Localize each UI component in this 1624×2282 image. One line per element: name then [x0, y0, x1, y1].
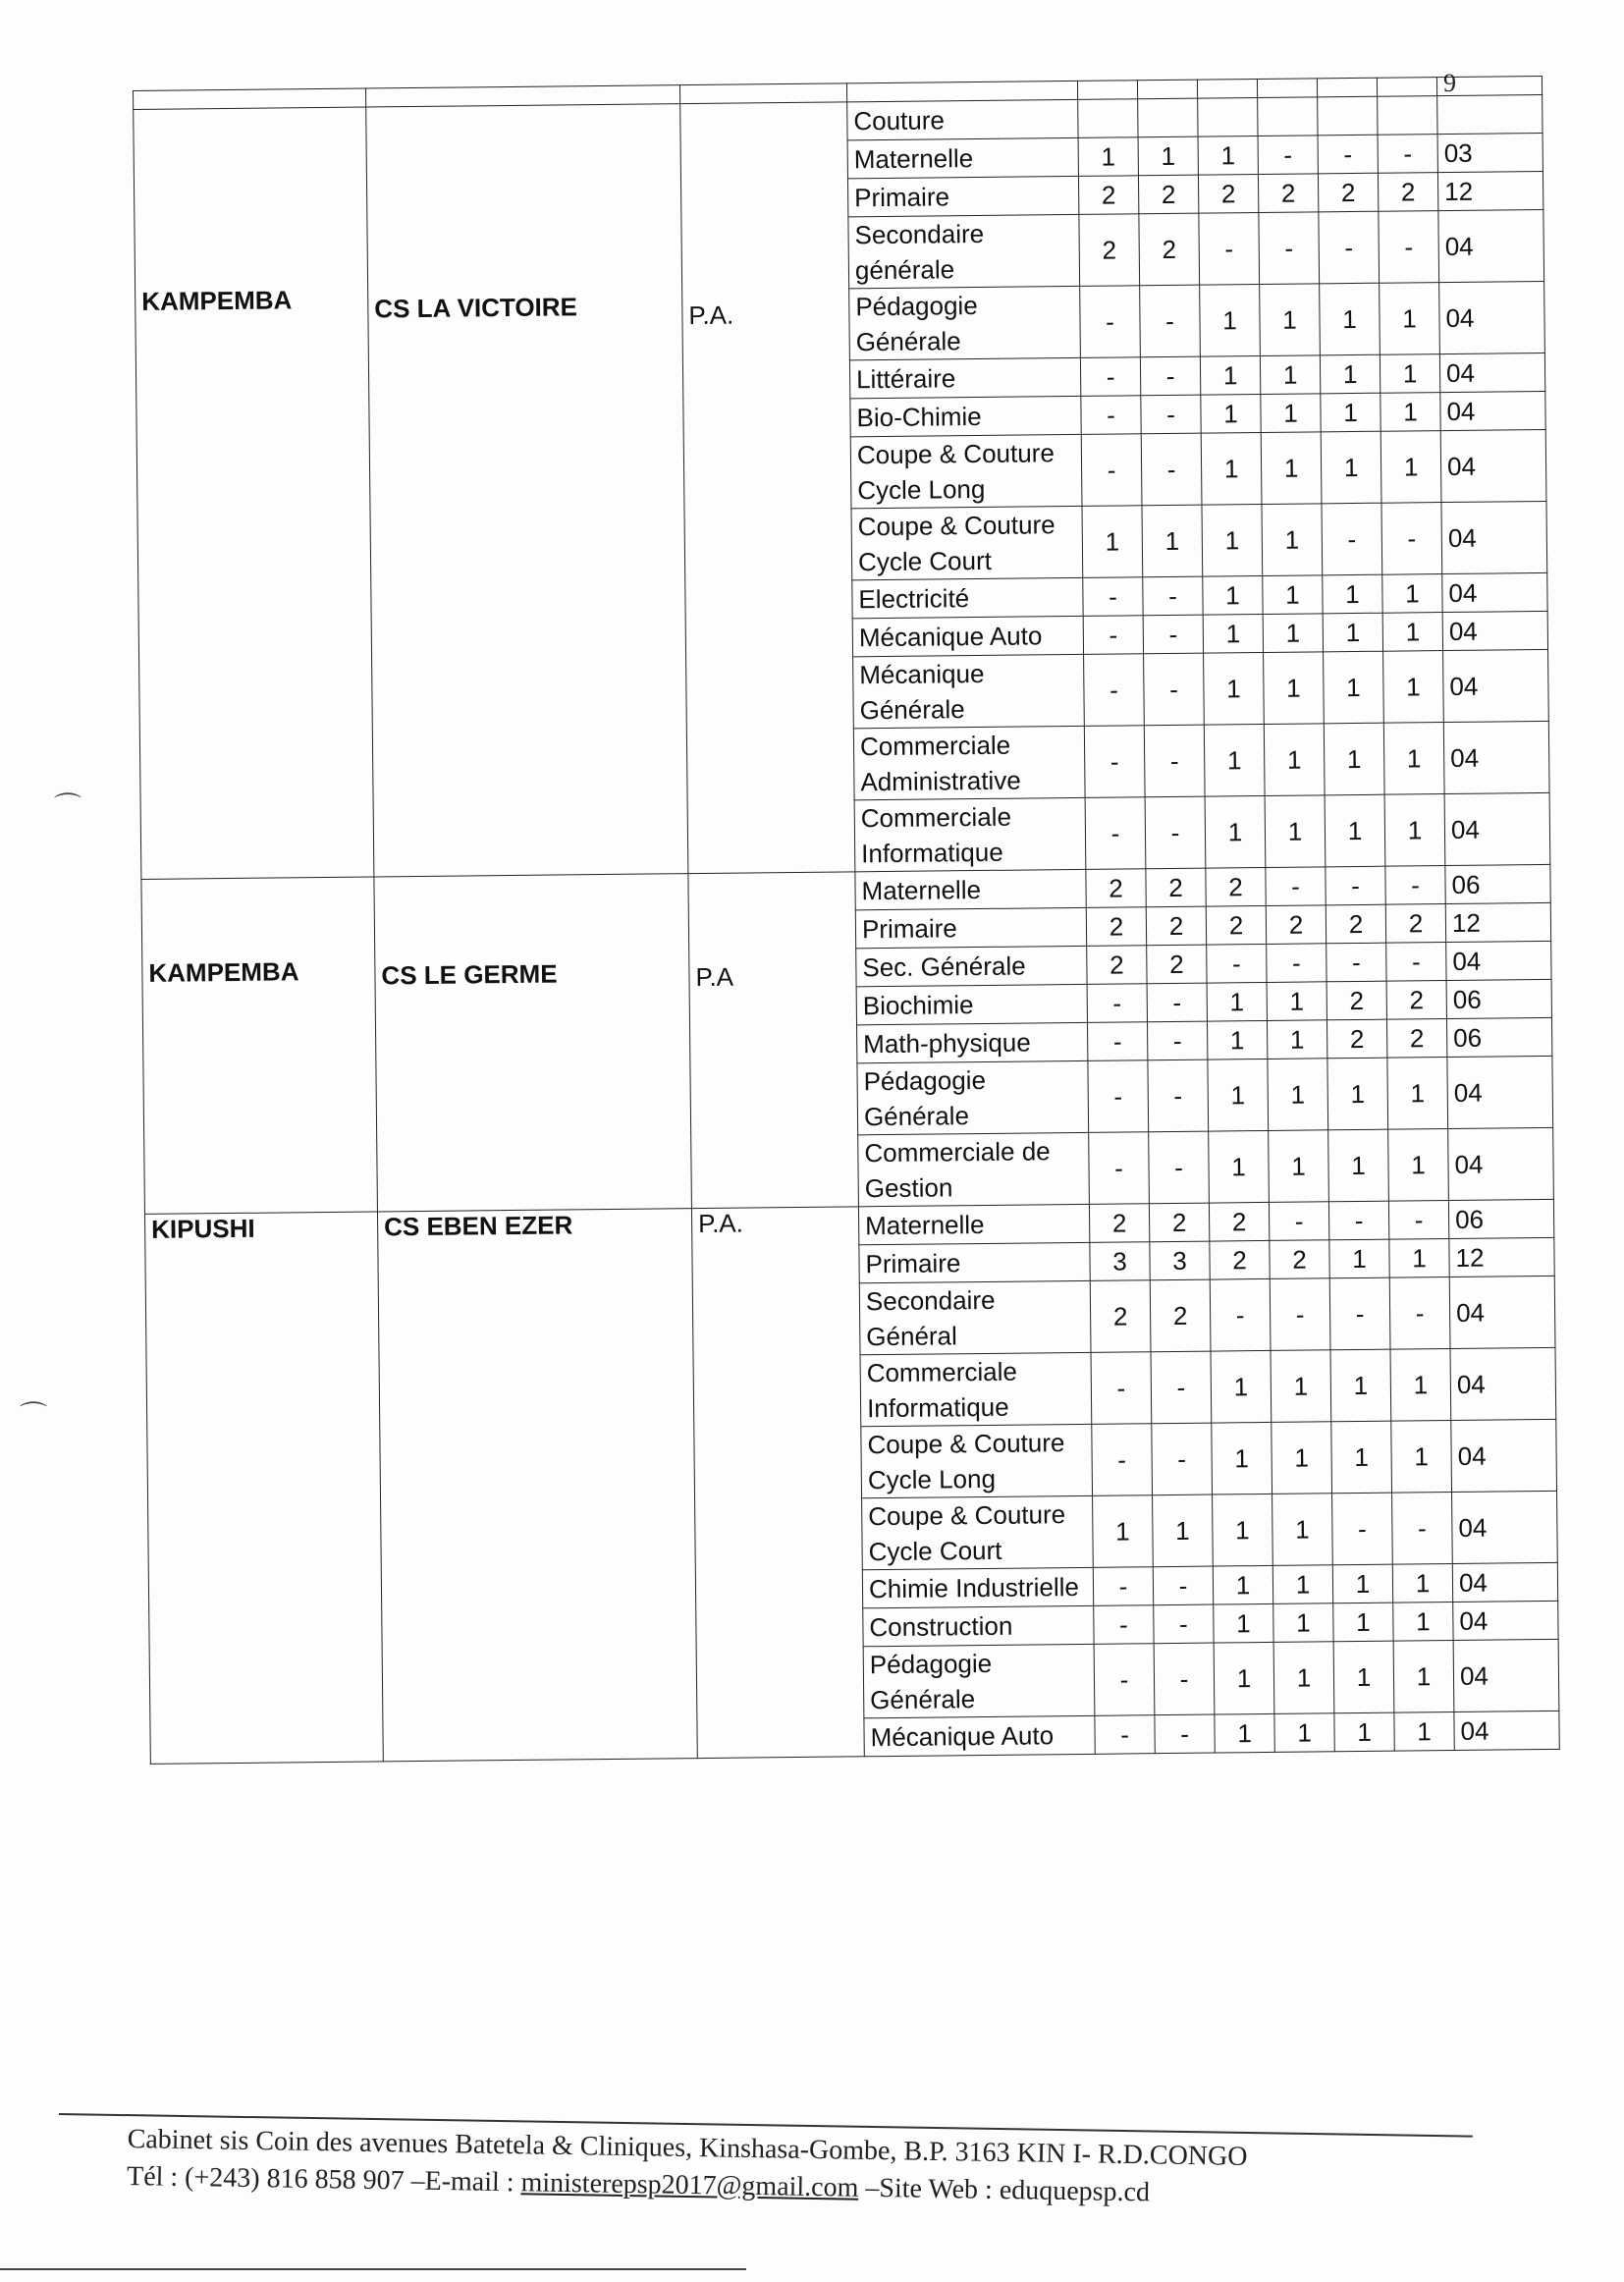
- option-cell: Pédagogie Générale: [849, 286, 1081, 359]
- class-count-cell: 1: [1328, 1129, 1389, 1202]
- class-count-cell: 1: [1142, 505, 1203, 577]
- class-count-cell: [1138, 98, 1198, 137]
- total-cell: 06: [1446, 979, 1551, 1018]
- footer-email-link[interactable]: ministerepsp2017@gmail.com: [520, 2167, 859, 2203]
- option-cell: Commerciale de Gestion: [858, 1132, 1090, 1206]
- class-count-cell: 1: [1334, 1712, 1394, 1752]
- class-count-cell: 2: [1090, 1280, 1151, 1353]
- class-count-cell: 1: [1200, 355, 1260, 395]
- class-count-cell: 1: [1269, 1130, 1329, 1203]
- class-count-cell: 1: [1213, 1565, 1272, 1604]
- option-cell: Commerciale Administrative: [853, 726, 1085, 799]
- class-count-cell: 1: [1394, 1712, 1454, 1751]
- class-count-cell: 1: [1324, 723, 1384, 795]
- class-count-cell: 3: [1150, 1241, 1210, 1280]
- class-count-cell: 2: [1206, 867, 1266, 906]
- footer-website: –Site Web : eduquepsp.cd: [858, 2172, 1151, 2208]
- class-count-cell: -: [1092, 1424, 1153, 1496]
- school-cell: [366, 104, 688, 877]
- class-count-cell: 2: [1210, 1240, 1270, 1279]
- total-cell: 04: [1453, 1639, 1559, 1712]
- class-count-cell: 2: [1146, 868, 1206, 907]
- margin-mark: ⌒: [20, 1400, 48, 1431]
- class-count-cell: 2: [1198, 174, 1258, 213]
- class-count-cell: 1: [1272, 1422, 1332, 1494]
- total-cell: 04: [1448, 1127, 1554, 1200]
- school-cell: [374, 874, 692, 1212]
- class-count-cell: 1: [1393, 1641, 1454, 1713]
- class-count-cell: -: [1140, 285, 1201, 357]
- class-count-cell: 1: [1325, 794, 1385, 867]
- class-count-cell: -: [1147, 1021, 1207, 1060]
- class-count-cell: 1: [1333, 1603, 1393, 1642]
- class-count-cell: 1: [1382, 613, 1442, 652]
- class-count-cell: [1378, 96, 1437, 136]
- class-count-cell: 1: [1267, 1020, 1326, 1060]
- total-cell: 06: [1445, 864, 1550, 903]
- class-count-cell: 1: [1153, 1494, 1214, 1567]
- total-cell: 04: [1444, 792, 1550, 865]
- margin-mark: ⌒: [54, 791, 82, 822]
- class-count-cell: [1318, 96, 1378, 136]
- class-count-cell: 1: [1380, 354, 1439, 394]
- class-count-cell: 1: [1389, 1239, 1449, 1278]
- class-count-cell: -: [1259, 212, 1320, 285]
- class-count-cell: 3: [1090, 1242, 1150, 1281]
- class-count-cell: 1: [1323, 613, 1382, 652]
- class-count-cell: -: [1199, 212, 1260, 285]
- class-count-cell: 2: [1326, 981, 1386, 1020]
- status-cell: [688, 872, 859, 1209]
- header-cell: [134, 88, 366, 109]
- class-count-cell: 1: [1382, 574, 1442, 614]
- class-count-cell: 1: [1327, 1058, 1388, 1130]
- total-cell: 04: [1452, 1491, 1558, 1563]
- school-options-table: [133, 76, 1560, 1765]
- class-count-cell: 1: [1205, 795, 1266, 868]
- class-count-cell: -: [1143, 615, 1203, 654]
- total-cell: 04: [1440, 391, 1545, 430]
- total-cell: 04: [1449, 1276, 1555, 1348]
- option-cell: Construction: [863, 1605, 1094, 1646]
- total-cell: 04: [1451, 1419, 1557, 1492]
- class-count-cell: 1: [1320, 283, 1380, 355]
- total-cell: 04: [1454, 1711, 1559, 1750]
- total-cell: 04: [1442, 572, 1547, 612]
- class-count-cell: [1258, 97, 1318, 136]
- header-cell: [1317, 78, 1377, 97]
- header-cell: [1197, 80, 1257, 99]
- class-count-cell: 1: [1211, 1350, 1272, 1423]
- option-cell: Mécanique Auto: [852, 616, 1083, 656]
- class-count-cell: 2: [1079, 214, 1140, 287]
- class-count-cell: -: [1081, 396, 1141, 435]
- class-count-cell: 2: [1087, 946, 1147, 985]
- class-count-cell: 1: [1198, 136, 1258, 176]
- option-cell: Biochimie: [856, 984, 1087, 1024]
- class-count-cell: 1: [1330, 1349, 1391, 1422]
- class-count-cell: -: [1385, 866, 1445, 905]
- class-count-cell: -: [1144, 653, 1205, 726]
- option-cell: Mécanique Auto: [864, 1715, 1095, 1756]
- class-count-cell: -: [1389, 1277, 1450, 1350]
- class-count-cell: -: [1207, 944, 1267, 983]
- total-cell: 04: [1438, 209, 1544, 282]
- option-cell: Math-physique: [857, 1022, 1088, 1062]
- class-count-cell: 1: [1274, 1713, 1334, 1753]
- option-cell: Maternelle: [858, 1204, 1089, 1244]
- total-cell: 06: [1448, 1199, 1553, 1238]
- header-cell: [1377, 78, 1436, 97]
- class-count-cell: 1: [1209, 1130, 1270, 1203]
- total-cell: 04: [1443, 721, 1549, 793]
- header-cell: [846, 81, 1077, 101]
- class-count-cell: -: [1145, 796, 1206, 869]
- total-cell: 04: [1443, 649, 1549, 722]
- total-cell: 04: [1450, 1347, 1556, 1420]
- class-count-cell: -: [1149, 1131, 1210, 1204]
- class-count-cell: 1: [1207, 982, 1267, 1021]
- class-count-cell: 1: [1263, 575, 1323, 615]
- class-count-cell: -: [1084, 726, 1145, 798]
- class-count-cell: 1: [1208, 1059, 1269, 1131]
- class-count-cell: -: [1392, 1493, 1453, 1565]
- bottom-rule: [0, 2268, 746, 2270]
- class-count-cell: 2: [1385, 904, 1445, 944]
- class-count-cell: 1: [1329, 1239, 1389, 1278]
- class-count-cell: 1: [1333, 1641, 1394, 1713]
- class-count-cell: 1: [1273, 1642, 1334, 1714]
- class-count-cell: -: [1386, 943, 1446, 982]
- class-count-cell: -: [1329, 1277, 1390, 1350]
- class-count-cell: -: [1094, 1644, 1155, 1716]
- class-count-cell: -: [1388, 1201, 1448, 1240]
- footer: [127, 2121, 1404, 2215]
- status-label: P.A.: [697, 1208, 744, 1239]
- status-label: P.A: [695, 961, 734, 993]
- class-count-cell: 1: [1267, 982, 1326, 1021]
- class-count-cell: -: [1328, 1201, 1388, 1240]
- header-cell: [1257, 79, 1317, 98]
- class-count-cell: 2: [1150, 1279, 1211, 1352]
- option-cell: Commerciale Informatique: [860, 1352, 1092, 1426]
- total-cell: 04: [1452, 1562, 1557, 1602]
- table-body: [134, 76, 1560, 1764]
- total-cell: 04: [1439, 281, 1545, 353]
- class-count-cell: -: [1094, 1605, 1154, 1645]
- class-count-cell: 2: [1209, 1202, 1269, 1241]
- class-count-cell: 1: [1383, 723, 1444, 795]
- school-label: CS LA VICTOIRE: [374, 292, 578, 324]
- total-cell: 12: [1437, 171, 1543, 210]
- class-count-cell: 1: [1212, 1422, 1272, 1494]
- class-count-cell: -: [1140, 356, 1200, 396]
- option-cell: Mécanique Générale: [853, 654, 1085, 728]
- class-count-cell: -: [1089, 1132, 1150, 1205]
- class-count-cell: -: [1258, 136, 1318, 175]
- class-count-cell: 1: [1332, 1564, 1392, 1603]
- class-count-cell: -: [1148, 1060, 1209, 1132]
- class-count-cell: -: [1210, 1278, 1271, 1351]
- school-cell: [377, 1209, 697, 1762]
- commune-label: KIPUSHI: [150, 1213, 255, 1244]
- class-count-cell: 1: [1214, 1603, 1273, 1643]
- class-count-cell: 1: [1082, 506, 1143, 578]
- class-count-cell: 2: [1078, 176, 1138, 215]
- class-count-cell: -: [1143, 576, 1203, 616]
- class-count-cell: 1: [1393, 1603, 1453, 1642]
- class-count-cell: 2: [1206, 905, 1266, 945]
- class-count-cell: 1: [1204, 652, 1265, 725]
- commune-label: KAMPEMBA: [141, 285, 293, 316]
- class-count-cell: 1: [1201, 432, 1262, 505]
- option-cell: Commerciale Informatique: [854, 797, 1086, 871]
- class-count-cell: 2: [1270, 1240, 1329, 1279]
- class-count-cell: 1: [1138, 136, 1198, 176]
- header-cell: [1436, 76, 1542, 95]
- commune-cell: [141, 877, 378, 1214]
- school-label: CS EBEN EZER: [383, 1210, 573, 1242]
- class-count-cell: 1: [1268, 1059, 1328, 1131]
- class-count-cell: 2: [1138, 175, 1198, 214]
- commune-cell: [134, 107, 374, 879]
- footer-address: Cabinet sis Coin des avenues Batetela & Cliniques, Kinshasa-Gombe, B.P. 3163 KIN I- R.D.CONGO: [127, 2123, 1248, 2172]
- class-count-cell: 1: [1392, 1564, 1452, 1603]
- total-cell: 03: [1437, 133, 1543, 172]
- class-count-cell: 1: [1204, 724, 1265, 796]
- class-count-cell: 1: [1388, 1129, 1449, 1202]
- total-cell: 12: [1449, 1237, 1554, 1277]
- class-count-cell: -: [1087, 1022, 1147, 1061]
- class-count-cell: 1: [1203, 614, 1263, 653]
- header-cell: [679, 83, 846, 104]
- status-cell: [691, 1207, 864, 1759]
- class-count-cell: 1: [1260, 284, 1321, 356]
- class-count-cell: 2: [1266, 905, 1326, 945]
- class-count-cell: -: [1318, 135, 1378, 174]
- class-count-cell: 1: [1078, 137, 1138, 177]
- class-count-cell: -: [1379, 211, 1439, 284]
- class-count-cell: -: [1322, 503, 1382, 575]
- class-count-cell: -: [1084, 654, 1145, 727]
- class-count-cell: -: [1267, 944, 1326, 983]
- class-count-cell: 1: [1391, 1421, 1452, 1494]
- class-count-cell: 2: [1386, 1019, 1446, 1059]
- class-count-cell: -: [1088, 1060, 1149, 1133]
- class-count-cell: 1: [1207, 1020, 1267, 1060]
- class-count-cell: -: [1080, 286, 1141, 358]
- class-count-cell: 2: [1149, 1203, 1209, 1242]
- class-count-cell: -: [1151, 1351, 1212, 1424]
- option-cell: Coupe & Couture Cycle Long: [850, 434, 1082, 508]
- class-count-cell: 1: [1213, 1494, 1273, 1566]
- option-cell: Electricité: [852, 577, 1083, 618]
- class-count-cell: 1: [1331, 1421, 1392, 1494]
- class-count-cell: [1078, 99, 1138, 138]
- total-cell: 04: [1446, 941, 1551, 980]
- class-count-cell: 1: [1273, 1603, 1333, 1643]
- option-cell: Pédagogie Générale: [857, 1060, 1089, 1134]
- class-count-cell: -: [1270, 1278, 1330, 1351]
- class-count-cell: 2: [1086, 869, 1146, 908]
- class-count-cell: 1: [1323, 574, 1382, 614]
- class-count-cell: 1: [1214, 1642, 1274, 1714]
- class-count-cell: -: [1326, 943, 1386, 982]
- class-count-cell: 2: [1378, 173, 1437, 212]
- class-count-cell: -: [1154, 1643, 1215, 1715]
- class-count-cell: 1: [1261, 394, 1321, 433]
- class-count-cell: 2: [1086, 907, 1146, 947]
- header-cell: [1077, 81, 1137, 100]
- class-count-cell: 1: [1200, 284, 1261, 356]
- class-count-cell: 1: [1260, 355, 1320, 395]
- class-count-cell: -: [1080, 357, 1140, 397]
- class-count-cell: 2: [1089, 1204, 1149, 1243]
- total-cell: 04: [1440, 429, 1546, 502]
- class-count-cell: -: [1085, 797, 1146, 870]
- class-count-cell: -: [1141, 433, 1202, 506]
- option-cell: Primaire: [847, 176, 1078, 216]
- class-count-cell: 1: [1390, 1349, 1451, 1422]
- class-count-cell: -: [1093, 1567, 1153, 1606]
- class-count-cell: 1: [1265, 795, 1326, 868]
- option-cell: Coupe & Couture Cycle Court: [851, 506, 1083, 579]
- class-count-cell: 1: [1264, 724, 1325, 796]
- class-count-cell: 1: [1271, 1350, 1331, 1423]
- class-count-cell: 1: [1263, 614, 1323, 653]
- class-count-cell: 1: [1201, 394, 1261, 433]
- class-count-cell: -: [1152, 1423, 1213, 1495]
- option-cell: Chimie Industrielle: [862, 1567, 1093, 1607]
- option-cell: Maternelle: [855, 869, 1086, 909]
- class-count-cell: 1: [1383, 651, 1444, 724]
- total-cell: 12: [1445, 902, 1550, 942]
- commune-cell: [144, 1212, 383, 1764]
- class-count-cell: 1: [1264, 652, 1325, 725]
- class-count-cell: -: [1087, 984, 1147, 1023]
- option-cell: Couture: [847, 99, 1078, 139]
- option-cell: Secondaire Général: [859, 1280, 1091, 1354]
- total-cell: 04: [1442, 611, 1547, 650]
- class-count-cell: 1: [1262, 504, 1323, 576]
- total-cell: 06: [1446, 1017, 1551, 1057]
- option-cell: Bio-Chimie: [850, 396, 1081, 436]
- status-cell: [680, 102, 855, 874]
- option-cell: Primaire: [855, 907, 1086, 948]
- class-count-cell: 1: [1380, 393, 1440, 432]
- class-count-cell: 1: [1203, 575, 1263, 615]
- class-count-cell: -: [1147, 983, 1207, 1022]
- class-count-cell: -: [1154, 1604, 1214, 1644]
- class-count-cell: [1198, 98, 1258, 137]
- class-count-cell: -: [1319, 211, 1380, 284]
- class-count-cell: 2: [1326, 904, 1385, 944]
- school-label: CS LE GERME: [381, 958, 558, 991]
- class-count-cell: -: [1153, 1566, 1213, 1605]
- option-cell: Secondaire générale: [848, 214, 1080, 288]
- class-count-cell: 1: [1380, 431, 1441, 504]
- option-cell: Maternelle: [847, 137, 1078, 178]
- option-cell: Pédagogie Générale: [863, 1644, 1095, 1717]
- class-count-cell: 1: [1324, 651, 1384, 724]
- footer-phone: Tél : (+243) 816 858 907 –E-mail :: [126, 2160, 521, 2199]
- option-cell: Coupe & Couture Cycle Court: [862, 1495, 1094, 1569]
- class-count-cell: -: [1083, 577, 1143, 617]
- total-cell: 04: [1439, 353, 1544, 392]
- class-count-cell: -: [1381, 503, 1442, 575]
- class-count-cell: -: [1266, 867, 1326, 906]
- class-count-cell: -: [1332, 1493, 1393, 1565]
- total-cell: 04: [1453, 1601, 1558, 1640]
- option-cell: Littéraire: [849, 357, 1080, 398]
- total-cell: 04: [1447, 1056, 1553, 1128]
- status-label: P.A.: [688, 299, 734, 331]
- class-count-cell: -: [1269, 1202, 1328, 1241]
- class-count-cell: 2: [1386, 981, 1446, 1020]
- class-count-cell: -: [1095, 1715, 1155, 1755]
- total-cell: [1437, 94, 1543, 134]
- class-count-cell: 2: [1258, 174, 1318, 213]
- header-cell: [1137, 80, 1197, 99]
- class-count-cell: 1: [1215, 1713, 1274, 1753]
- class-count-cell: 1: [1321, 431, 1381, 504]
- option-cell: Primaire: [859, 1242, 1090, 1282]
- option-cell: Sec. Générale: [856, 946, 1087, 986]
- class-count-cell: 2: [1326, 1019, 1386, 1059]
- class-count-cell: -: [1144, 725, 1205, 797]
- class-count-cell: 1: [1272, 1494, 1333, 1566]
- class-count-cell: 2: [1318, 173, 1378, 212]
- class-count-cell: 1: [1387, 1058, 1448, 1130]
- class-count-cell: 1: [1261, 432, 1322, 505]
- class-count-cell: 1: [1272, 1565, 1332, 1604]
- class-count-cell: 2: [1146, 906, 1206, 946]
- class-count-cell: -: [1155, 1714, 1215, 1754]
- class-count-cell: 2: [1147, 945, 1207, 984]
- page-number: 9: [1443, 69, 1456, 97]
- class-count-cell: -: [1081, 434, 1142, 507]
- class-count-cell: -: [1083, 616, 1143, 655]
- commune-label: KAMPEMBA: [148, 956, 299, 988]
- class-count-cell: 1: [1093, 1495, 1154, 1568]
- class-count-cell: -: [1378, 135, 1437, 174]
- class-count-cell: 1: [1202, 504, 1263, 576]
- option-cell: Coupe & Couture Cycle Long: [861, 1424, 1093, 1497]
- class-count-cell: -: [1091, 1352, 1152, 1425]
- class-count-cell: 1: [1320, 354, 1380, 394]
- class-count-cell: -: [1141, 395, 1201, 434]
- class-count-cell: -: [1326, 866, 1385, 905]
- total-cell: 04: [1441, 501, 1547, 573]
- class-count-cell: 1: [1321, 393, 1380, 432]
- class-count-cell: 2: [1139, 213, 1200, 286]
- class-count-cell: 1: [1384, 794, 1445, 867]
- class-count-cell: 1: [1380, 283, 1440, 355]
